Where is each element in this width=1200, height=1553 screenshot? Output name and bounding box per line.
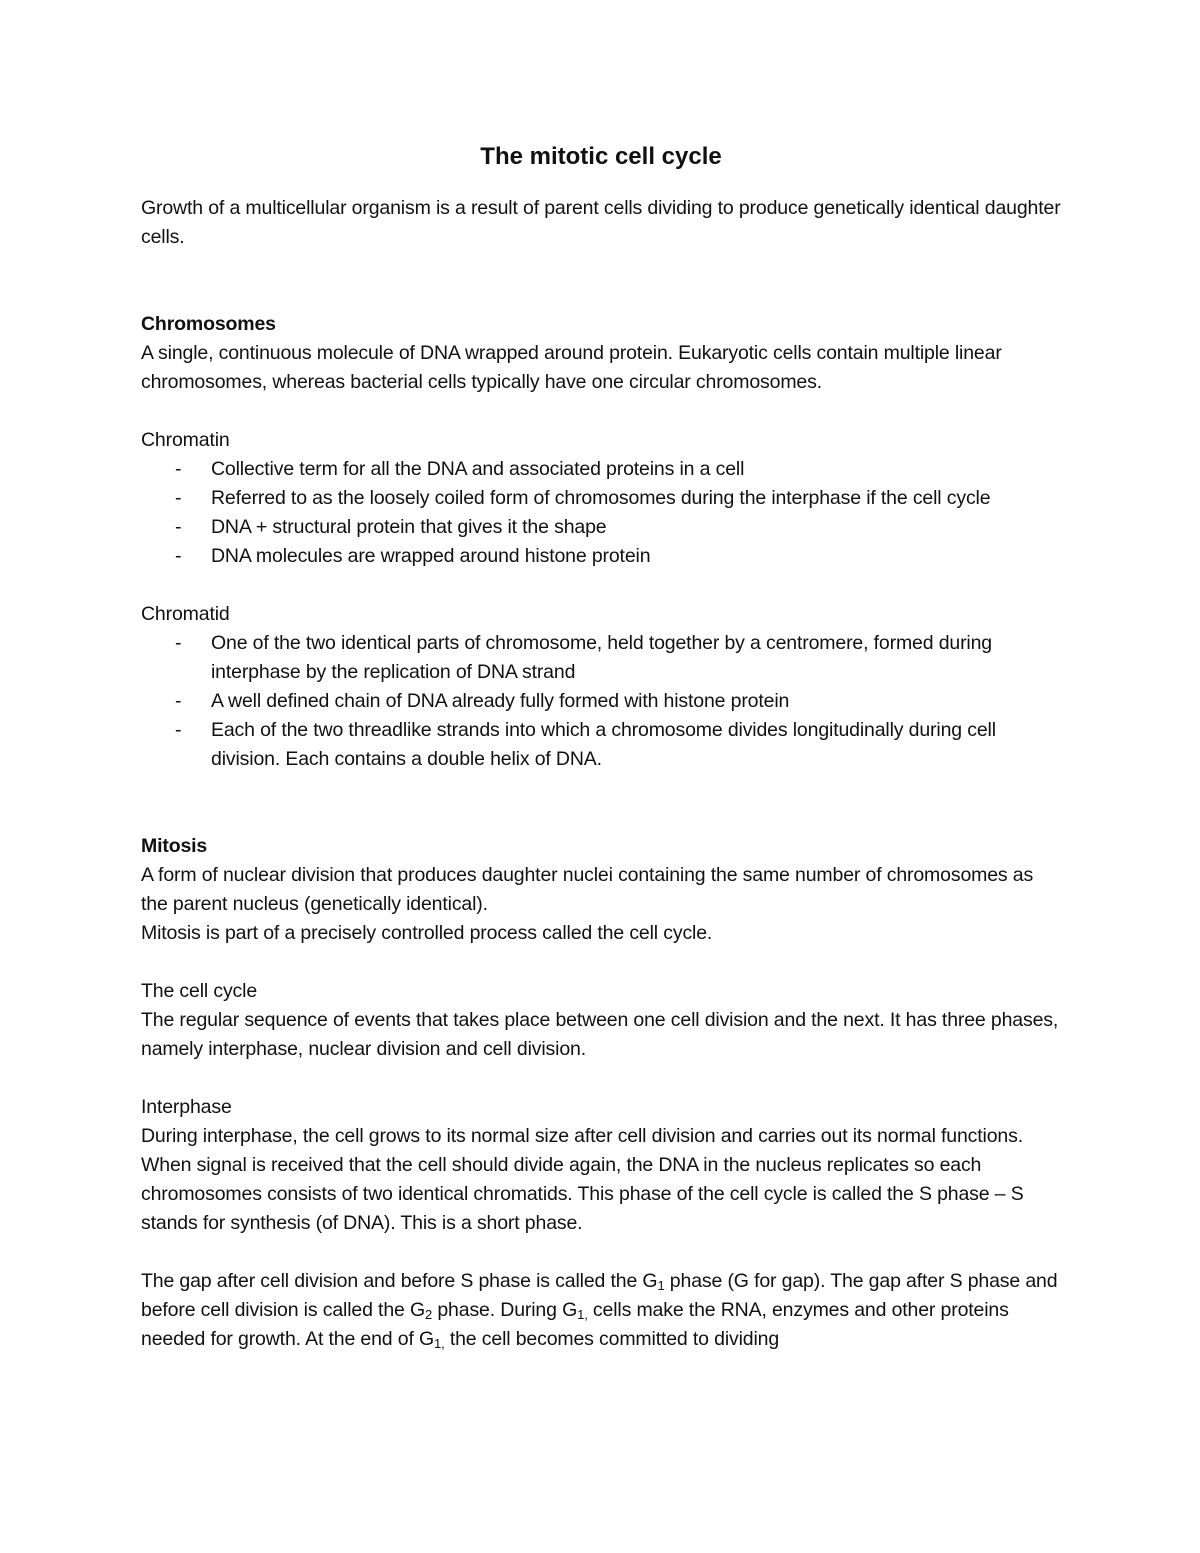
dash-bullet-icon: - bbox=[175, 690, 182, 712]
document-body bbox=[141, 140, 1061, 1354]
spacer bbox=[141, 571, 1061, 600]
spacer bbox=[141, 397, 1061, 426]
mitosis-heading: Mitosis bbox=[141, 835, 208, 857]
list-item bbox=[141, 513, 1061, 542]
spacer bbox=[141, 948, 1061, 977]
spacer bbox=[141, 252, 1061, 310]
list-item-text: DNA + structural protein that gives it the shape bbox=[211, 516, 607, 538]
text-run: The gap after cell division and before S phase is called the G bbox=[141, 1270, 658, 1292]
dash-bullet-icon: - bbox=[175, 719, 182, 741]
mitosis-paragraph-2: Mitosis is part of a precisely controlled process called the cell cycle. bbox=[141, 922, 713, 944]
chromatin-list bbox=[141, 455, 1061, 571]
subscript: 1, bbox=[434, 1336, 445, 1351]
subscript: 1, bbox=[577, 1307, 588, 1322]
list-item bbox=[141, 455, 1061, 484]
text-run: cells make the RNA, enzymes and other proteins needed for growth. At the end of G bbox=[141, 1299, 1009, 1350]
dash-bullet-icon: - bbox=[175, 516, 182, 538]
mitosis-paragraph: A form of nuclear division that produces daughter nuclei containing the same number of chromosomes as the parent nucleus (genetically identical). bbox=[141, 864, 1034, 915]
spacer bbox=[141, 774, 1061, 832]
cell-cycle-paragraph: The regular sequence of events that takes place between one cell division and the next. It has three phases, namely interphase, nuclear division and cell division. bbox=[141, 1009, 1059, 1060]
list-item-text: One of the two identical parts of chromosome, held together by a centromere, formed during interphase by the replication of DNA strand bbox=[211, 632, 993, 683]
text-run: phase. During G bbox=[432, 1299, 578, 1321]
list-item-text: DNA molecules are wrapped around histone protein bbox=[211, 545, 651, 567]
list-item bbox=[141, 542, 1061, 571]
chromosomes-heading: Chromosomes bbox=[141, 313, 276, 335]
list-item-text: Referred to as the loosely coiled form of chromosomes during the interphase if the cell cycle bbox=[211, 487, 991, 509]
chromatin-heading: Chromatin bbox=[141, 429, 230, 451]
text-run: phase (G for gap). The gap after S phase and before cell division is called the G bbox=[141, 1270, 1058, 1321]
list-item bbox=[141, 484, 1061, 513]
spacer bbox=[141, 1064, 1061, 1093]
dash-bullet-icon: - bbox=[175, 632, 182, 654]
dash-bullet-icon: - bbox=[175, 487, 182, 509]
dash-bullet-icon: - bbox=[175, 458, 182, 480]
list-item bbox=[141, 629, 1061, 687]
list-item bbox=[141, 716, 1061, 774]
subscript: 1 bbox=[657, 1278, 665, 1293]
list-item-text: Collective term for all the DNA and associated proteins in a cell bbox=[211, 458, 745, 480]
interphase-heading: Interphase bbox=[141, 1096, 232, 1118]
spacer bbox=[141, 1238, 1061, 1267]
subscript: 2 bbox=[425, 1307, 433, 1322]
intro-paragraph: Growth of a multicellular organism is a result of parent cells dividing to produce genetically identical daughter cells. bbox=[141, 197, 1061, 248]
dash-bullet-icon: - bbox=[175, 545, 182, 567]
list-item-text: A well defined chain of DNA already fully formed with histone protein bbox=[211, 690, 790, 712]
chromatid-list bbox=[141, 629, 1061, 774]
list-item bbox=[141, 687, 1061, 716]
list-item-text: Each of the two threadlike strands into which a chromosome divides longitudinally during cell division. Each contains a double helix of DNA. bbox=[211, 719, 996, 770]
text-run: the cell becomes committed to dividing bbox=[444, 1328, 780, 1350]
cell-cycle-heading: The cell cycle bbox=[141, 980, 258, 1002]
chromosomes-paragraph: A single, continuous molecule of DNA wrapped around protein. Eukaryotic cells contain multiple linear chromosomes, whereas bacterial cells typically have one circular chromosomes. bbox=[141, 342, 1002, 393]
document-title: The mitotic cell cycle bbox=[480, 143, 722, 170]
interphase-paragraph: During interphase, the cell grows to its normal size after cell division and carries out its normal functions. When signal is received that the cell should divide again, the DNA in the nucleus replicates so each chromosomes consists of two identical chromatids. This phase of the cell cycle is called the S phase – S stands for synthesis (of DNA). This is a short phase. bbox=[141, 1125, 1024, 1234]
gap-phases-paragraph bbox=[141, 1267, 1061, 1354]
chromatid-heading: Chromatid bbox=[141, 603, 230, 625]
